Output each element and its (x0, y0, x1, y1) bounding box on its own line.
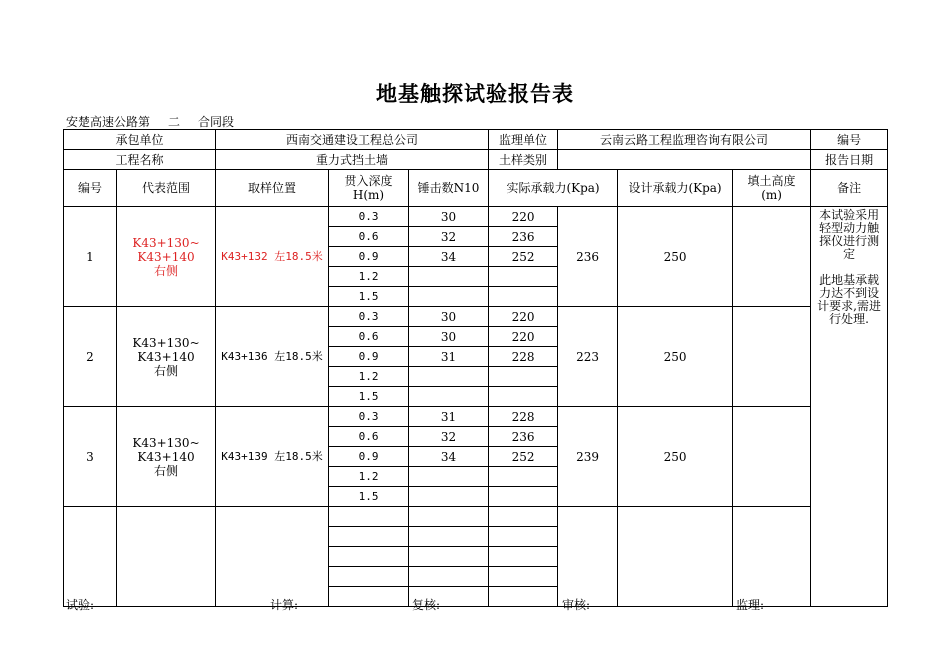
header-design: 设计承载力(Kpa) (618, 170, 733, 207)
header-no: 编号 (64, 170, 117, 207)
table-row (64, 307, 888, 327)
group-location: K43+136 左18.5米 (216, 307, 329, 407)
empty-actual-cell (489, 527, 558, 547)
project-name-label: 工程名称 (64, 150, 216, 170)
empty-depth-cell (329, 567, 409, 587)
blows-cell (409, 287, 489, 307)
range-line-3: 右侧 (154, 463, 179, 478)
depth-cell: 0.3 (329, 407, 409, 427)
supervisor-value: 云南云路工程监理咨询有限公司 (558, 130, 811, 150)
header-range: 代表范围 (117, 170, 216, 207)
actual-cell (489, 487, 558, 507)
depth-cell: 0.3 (329, 207, 409, 227)
depth-cell: 0.6 (329, 327, 409, 347)
empty-blows-cell (409, 567, 489, 587)
remarks-text-1: 本试验采用轻型动力触探仪进行测定 (819, 208, 880, 261)
empty-blows-cell (409, 507, 489, 527)
blows-cell (409, 387, 489, 407)
sign-supervise: 监理: (736, 598, 765, 612)
supervisor-label: 监理单位 (489, 130, 558, 150)
contractor-label: 承包单位 (64, 130, 216, 150)
actual-cell: 220 (489, 207, 558, 227)
header-depth (329, 170, 409, 207)
blows-cell: 31 (409, 347, 489, 367)
group-fill-height (733, 407, 811, 507)
group-range (117, 207, 216, 307)
header-location: 取样位置 (216, 170, 329, 207)
empty-blows-cell (409, 527, 489, 547)
group-no: 1 (64, 207, 117, 307)
depth-cell: 0.9 (329, 347, 409, 367)
empty-cell (733, 507, 811, 607)
group-fill-height (733, 207, 811, 307)
group-avg-actual: 236 (558, 207, 618, 307)
group-avg-actual: 239 (558, 407, 618, 507)
actual-cell: 252 (489, 247, 558, 267)
report-title: 地基触探试验报告表 (376, 81, 574, 106)
blows-cell: 30 (409, 307, 489, 327)
empty-actual-cell (489, 587, 558, 607)
group-location: K43+139 左18.5米 (216, 407, 329, 507)
empty-cell (216, 507, 329, 607)
report-date-label: 报告日期 (811, 150, 888, 170)
info-row-1 (64, 130, 888, 150)
range-line-1: K43+130~ (132, 435, 200, 450)
range-line-3: 右侧 (154, 363, 179, 378)
table-row-empty (64, 507, 888, 527)
empty-cell (64, 507, 117, 607)
blows-cell (409, 487, 489, 507)
header-fill (733, 170, 811, 207)
blows-cell: 32 (409, 227, 489, 247)
depth-cell: 1.2 (329, 367, 409, 387)
depth-cell: 0.3 (329, 307, 409, 327)
actual-cell: 252 (489, 447, 558, 467)
contractor-value: 西南交通建设工程总公司 (216, 130, 489, 150)
actual-cell: 236 (489, 227, 558, 247)
depth-cell: 1.5 (329, 487, 409, 507)
group-design: 250 (618, 307, 733, 407)
empty-cell (558, 507, 618, 607)
soil-type-value (558, 150, 811, 170)
project-line (66, 113, 234, 130)
header-depth-l2: H(m) (352, 188, 385, 202)
actual-cell: 228 (489, 407, 558, 427)
header-actual: 实际承载力(Kpa) (489, 170, 618, 207)
range-line-2: K43+140 (137, 249, 195, 264)
header-blows: 锤击数N10 (409, 170, 489, 207)
group-fill-height (733, 307, 811, 407)
range-line-3: 右侧 (154, 263, 179, 278)
blows-cell (409, 367, 489, 387)
actual-cell: 236 (489, 427, 558, 447)
header-fill-l2: (m) (761, 188, 782, 202)
depth-cell: 1.5 (329, 387, 409, 407)
depth-cell: 0.9 (329, 247, 409, 267)
report-table (63, 129, 888, 607)
sign-test: 试验: (66, 598, 95, 612)
actual-cell (489, 287, 558, 307)
remarks-text-2: 此地基承载力达不到设计要求,需进行处理. (817, 273, 881, 326)
group-design: 250 (618, 207, 733, 307)
range-line-2: K43+140 (137, 449, 195, 464)
group-no: 2 (64, 307, 117, 407)
group-range (117, 407, 216, 507)
empty-cell (117, 507, 216, 607)
project-name-value: 重力式挡土墙 (216, 150, 489, 170)
actual-cell: 220 (489, 327, 558, 347)
blows-cell: 30 (409, 207, 489, 227)
blows-cell: 34 (409, 447, 489, 467)
empty-depth-cell (329, 587, 409, 607)
blows-cell (409, 467, 489, 487)
sign-audit: 审核: (562, 598, 591, 612)
blows-cell: 31 (409, 407, 489, 427)
sign-review: 复核: (412, 598, 441, 612)
range-line-1: K43+130~ (132, 235, 200, 250)
blows-cell: 32 (409, 427, 489, 447)
group-no: 3 (64, 407, 117, 507)
project-prefix: 安楚高速公路第 (66, 115, 151, 129)
empty-depth-cell (329, 527, 409, 547)
header-row (64, 170, 888, 207)
soil-type-label: 土样类别 (489, 150, 558, 170)
depth-cell: 0.6 (329, 427, 409, 447)
actual-cell (489, 467, 558, 487)
empty-depth-cell (329, 547, 409, 567)
blows-cell (409, 267, 489, 287)
actual-cell: 220 (489, 307, 558, 327)
actual-cell (489, 387, 558, 407)
empty-actual-cell (489, 567, 558, 587)
empty-blows-cell (409, 547, 489, 567)
empty-depth-cell (329, 507, 409, 527)
header-note: 备注 (811, 170, 888, 207)
header-depth-l1: 贯入深度 (344, 174, 393, 188)
depth-cell: 0.9 (329, 447, 409, 467)
range-line-1: K43+130~ (132, 335, 200, 350)
depth-cell: 1.2 (329, 267, 409, 287)
table-row (64, 207, 888, 227)
depth-cell: 1.2 (329, 467, 409, 487)
blows-cell: 34 (409, 247, 489, 267)
project-section: 二 (150, 116, 198, 130)
empty-cell (618, 507, 733, 607)
code-label: 编号 (811, 130, 888, 150)
group-design: 250 (618, 407, 733, 507)
actual-cell: 228 (489, 347, 558, 367)
actual-cell (489, 267, 558, 287)
header-fill-l1: 填土高度 (747, 174, 796, 188)
blows-cell: 30 (409, 327, 489, 347)
actual-cell (489, 367, 558, 387)
info-row-2 (64, 150, 888, 170)
group-range (117, 307, 216, 407)
group-avg-actual: 223 (558, 307, 618, 407)
depth-cell: 1.5 (329, 287, 409, 307)
group-location: K43+132 左18.5米 (216, 207, 329, 307)
range-line-2: K43+140 (137, 349, 195, 364)
empty-actual-cell (489, 547, 558, 567)
project-suffix: 合同段 (198, 115, 235, 129)
remarks-cell (811, 207, 888, 607)
empty-actual-cell (489, 507, 558, 527)
sign-calc: 计算: (270, 598, 299, 612)
table-row (64, 407, 888, 427)
depth-cell: 0.6 (329, 227, 409, 247)
